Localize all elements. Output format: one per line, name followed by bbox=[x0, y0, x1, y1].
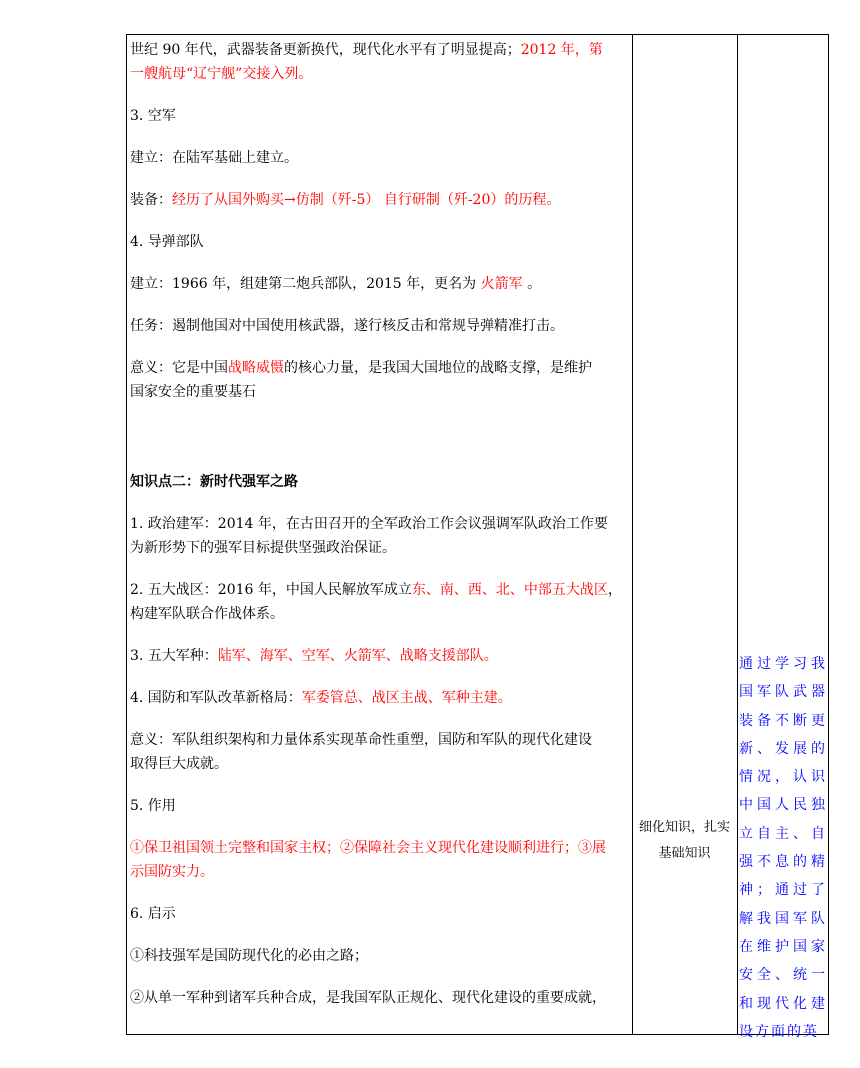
air-force-title: 3. 空军 bbox=[130, 108, 176, 124]
intent-column: 通过学习我国军队武器装备不断更新、发展的情况，认识中国人民独立自主、自强不息的精神；通过了解我国军队在维护国家安全、统一和现代化建设方面的英 bbox=[739, 656, 827, 1040]
function-text-2: 示国防实力。 bbox=[130, 864, 214, 880]
lesson-table bbox=[126, 34, 829, 1040]
purpose-line-2: 基础知识 bbox=[658, 846, 711, 861]
reform-significance: 意义：军队组织架构和力量体系实现革命性重塑，国防和军队的现代化建设 bbox=[130, 732, 592, 748]
missile-significance-2: 国家安全的重要基石 bbox=[130, 384, 256, 400]
function-text: ①保卫祖国领土完整和国家主权；②保障社会主义现代化建设顺利进行；③展 bbox=[130, 840, 606, 856]
navy-line: 世纪 90 年代，武器装备更新换代，现代化水平有了明显提高；2012 年，第 bbox=[130, 42, 603, 58]
item-political: 1. 政治建军：2014 年，在古田召开的全军政治工作会议强调军队政治工作要 bbox=[130, 516, 608, 532]
item-reform: 4. 国防和军队改革新格局：军委管总、战区主战、军种主建。 bbox=[130, 690, 512, 706]
content-column bbox=[130, 38, 630, 1010]
missile-task: 任务：遏制他国对中国使用核武器，遂行核反击和常规导弹精准打击。 bbox=[130, 318, 564, 334]
item-enlightenment: 6. 启示 bbox=[130, 906, 176, 922]
item-theaters: 2. 五大战区：2016 年，中国人民解放军成立东、南、西、北、中部五大战区， bbox=[130, 582, 622, 598]
air-force-equip: 装备：经历了从国外购买→仿制（歼-5） 自行研制（歼-20）的历程。 bbox=[130, 192, 561, 208]
knowledge-point-title: 知识点二：新时代强军之路 bbox=[130, 474, 298, 490]
reform-significance-2: 取得巨大成就。 bbox=[130, 756, 228, 772]
item-function: 5. 作用 bbox=[130, 798, 176, 814]
column-divider bbox=[632, 35, 633, 1034]
column-divider bbox=[737, 35, 738, 1034]
purpose-line-1: 细化知识，扎实 bbox=[638, 820, 730, 835]
enlightenment-1: ①科技强军是国防现代化的必由之路； bbox=[130, 948, 368, 964]
enlightenment-2: ②从单一军种到诸军兵种合成，是我国军队正规化、现代化建设的重要成就， bbox=[130, 990, 606, 1006]
missile-build: 建立：1966 年，组建第二炮兵部队，2015 年，更名为 火箭军 。 bbox=[130, 276, 542, 292]
purpose-column bbox=[632, 815, 737, 867]
missile-title: 4. 导弹部队 bbox=[130, 234, 204, 250]
item-services: 3. 五大军种：陆军、海军、空军、火箭军、战略支援部队。 bbox=[130, 648, 498, 664]
navy-line-2: 一艘航母“辽宁舰”交接入列。 bbox=[130, 66, 313, 82]
item-theaters-2: 构建军队联合作战体系。 bbox=[130, 606, 284, 622]
missile-significance: 意义：它是中国战略威慑的核心力量，是我国大国地位的战略支撑，是维护 bbox=[130, 360, 592, 376]
air-force-build: 建立：在陆军基础上建立。 bbox=[130, 150, 298, 166]
item-political-2: 为新形势下的强军目标提供坚强政治保证。 bbox=[130, 540, 396, 556]
